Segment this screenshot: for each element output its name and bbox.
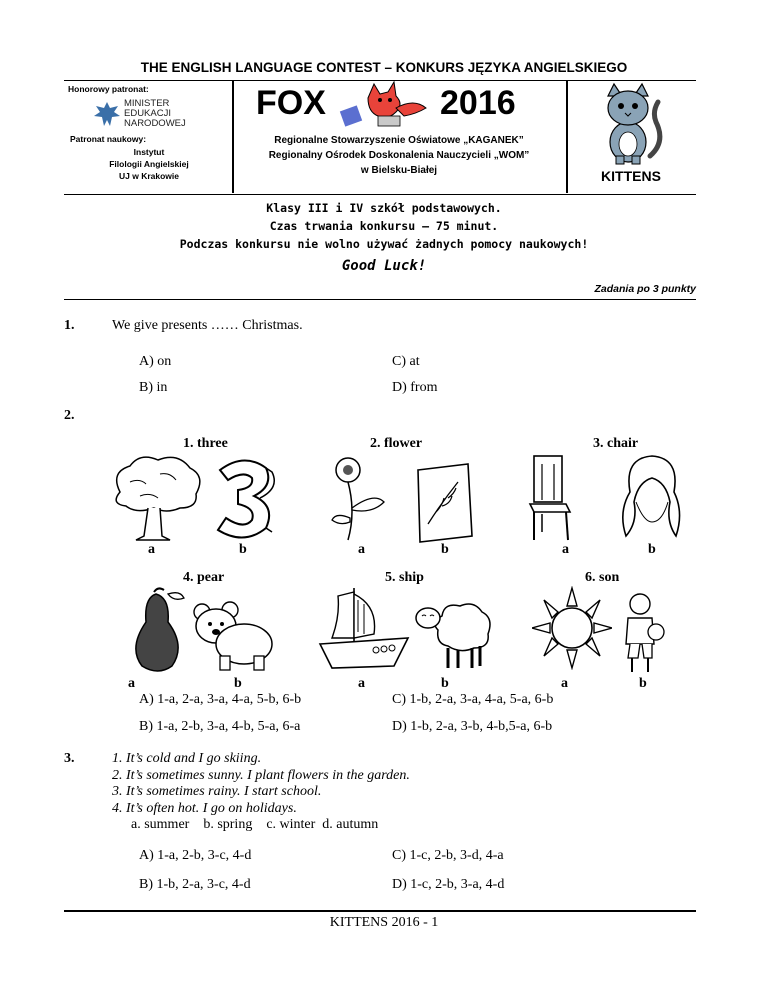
- boy-picture: [618, 592, 668, 676]
- q1-option-a[interactable]: A) on: [139, 354, 172, 369]
- organizer-line: Regionalny Ośrodek Doskonalenia Nauczycieli „WOM”: [268, 150, 530, 161]
- q3-option-a[interactable]: A) 1-a, 2-b, 3-c, 4-d: [139, 848, 252, 863]
- q3-option-b[interactable]: B) 1-b, 2-a, 3-c, 4-d: [139, 877, 251, 892]
- divider-top: [64, 299, 696, 300]
- bear-picture: [188, 600, 276, 672]
- sheep-picture: [414, 596, 494, 672]
- points-note: Zadania po 3 punkty: [594, 283, 696, 295]
- organizer-line: Regionalne Stowarzyszenie Oświatowe „KAGANEK”: [274, 135, 524, 146]
- q2-label-ship: 5. ship: [385, 570, 424, 585]
- q2-row1-letter-a: a: [562, 542, 569, 557]
- q3-statement: 1. It’s cold and I go skiing.: [112, 751, 262, 766]
- q3-statement: 4. It’s often hot. I go on holidays.: [112, 800, 297, 816]
- pear-picture: [128, 586, 188, 674]
- q2-row2-letter-b: b: [639, 676, 647, 691]
- q2-label-son: 6. son: [585, 570, 620, 585]
- q3-statement: 2. It’s sometimes sunny. I plant flowers in the garden.: [112, 767, 410, 783]
- q2-row1-letter-b: b: [441, 542, 449, 557]
- q1-option-c[interactable]: C) at: [392, 354, 420, 369]
- science-line: Instytut: [133, 147, 165, 157]
- q2-label-pear: 4. pear: [183, 570, 225, 585]
- q2-row1-letter-b: b: [648, 542, 656, 557]
- ministry-line: NARODOWEJ: [124, 118, 186, 129]
- q1-question: We give presents …… Christmas.: [112, 318, 303, 333]
- q2-label-three: 1. three: [183, 436, 228, 451]
- hair-picture: [614, 452, 690, 542]
- q2-row2-letter-a: a: [561, 676, 568, 691]
- info-line: Podczas konkursu nie wolno używać żadnych pomocy naukowych!: [179, 237, 589, 251]
- ministry-name: [124, 99, 186, 129]
- divider-bottom: [64, 910, 696, 912]
- organizers: [232, 133, 566, 178]
- chair-picture: [526, 452, 574, 544]
- sun-picture: [532, 586, 612, 670]
- q3-option-c[interactable]: C) 1-c, 2-b, 3-d, 4-a: [392, 848, 504, 863]
- q2-label-flower: 2. flower: [370, 436, 423, 451]
- science-line: UJ w Krakowie: [119, 171, 179, 181]
- science-institute: [68, 146, 230, 182]
- q2-label-chair: 3. chair: [593, 436, 639, 451]
- q3-number: 3.: [64, 751, 75, 766]
- fox-title: FOX: [256, 84, 326, 122]
- q1-number: 1.: [64, 318, 75, 333]
- q2-row2-letter-b: b: [441, 676, 449, 691]
- q1-option-d[interactable]: D) from: [392, 380, 438, 395]
- q2-row1-letter-a: a: [148, 542, 155, 557]
- info-block: [0, 199, 768, 253]
- q2-option-c[interactable]: C) 1-b, 2-a, 3-a, 4-a, 5-a, 6-b: [392, 692, 554, 707]
- honorary-label: Honorowy patronat:: [68, 84, 149, 94]
- science-label: Patronat naukowy:: [70, 134, 147, 144]
- flower-picture: [326, 452, 396, 542]
- category-label: KITTENS: [601, 168, 661, 184]
- ministry-line: EDUKACJI: [124, 108, 171, 119]
- info-line: Czas trwania konkursu – 75 minut.: [269, 219, 499, 233]
- tree-picture: [100, 452, 210, 542]
- q2-option-d[interactable]: D) 1-b, 2-a, 3-b, 4-b,5-a, 6-b: [392, 719, 553, 734]
- organizer-line: w Bielsku-Białej: [360, 165, 438, 176]
- number-three-picture: [214, 456, 276, 542]
- eagle-emblem-icon: [92, 99, 122, 129]
- q2-row2-letter-a: a: [358, 676, 365, 691]
- q1-option-b[interactable]: B) in: [139, 380, 168, 395]
- page-footer: KITTENS 2016 - 1: [329, 915, 439, 930]
- good-luck: Good Luck!: [341, 258, 427, 274]
- science-line: Filologii Angielskiej: [109, 159, 189, 169]
- q3-option-d[interactable]: D) 1-c, 2-b, 3-a, 4-d: [392, 877, 505, 892]
- q3-seasons: a. summer b. spring c. winter d. autumn: [131, 817, 379, 832]
- q2-option-b[interactable]: B) 1-a, 2-b, 3-a, 4-b, 5-a, 6-a: [139, 719, 301, 734]
- q3-statement: 3. It’s sometimes rainy. I start school.: [112, 784, 322, 799]
- info-line: Klasy III i IV szkół podstawowych.: [266, 201, 502, 215]
- ship-picture: [318, 586, 410, 670]
- q3-statements: [112, 751, 410, 817]
- q2-option-a[interactable]: A) 1-a, 2-a, 3-a, 4-a, 5-b, 6-b: [139, 692, 302, 707]
- contest-title: THE ENGLISH LANGUAGE CONTEST – KONKURS JĘZYKA ANGIELSKIEGO: [140, 60, 628, 75]
- kitten-illustration-icon: [596, 82, 668, 166]
- q2-row2-letter-b: b: [234, 676, 242, 691]
- flour-bag-picture: [412, 462, 478, 544]
- q2-row1-letter-a: a: [358, 542, 365, 557]
- q2-row1-letter-b: b: [239, 542, 247, 557]
- year-title: 2016: [440, 84, 516, 122]
- q2-number: 2.: [64, 408, 75, 423]
- ministry-line: MINISTER: [124, 98, 170, 109]
- fox-mascot-icon: [338, 78, 430, 130]
- q2-row2-letter-a: a: [128, 676, 135, 691]
